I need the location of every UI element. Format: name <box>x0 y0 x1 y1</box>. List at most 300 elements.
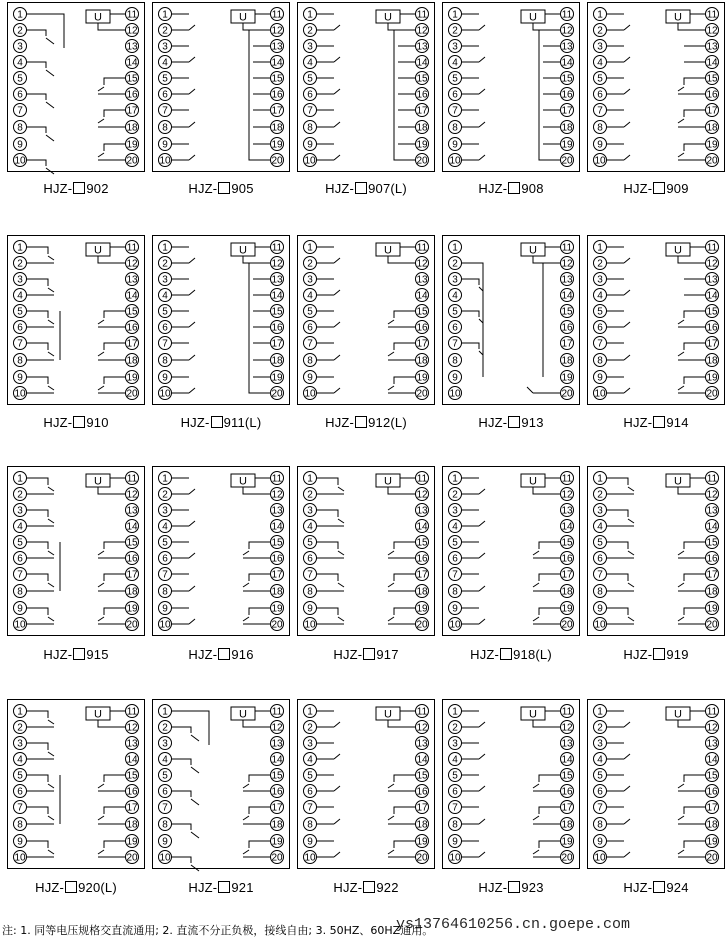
terminal-pin-right <box>416 257 429 270</box>
right-contact-wiring <box>388 311 416 393</box>
pin-number: 1 <box>597 242 603 254</box>
model-prefix: HJZ- <box>43 181 73 196</box>
terminal-diagram-svg <box>588 3 724 171</box>
model-prefix: HJZ- <box>43 647 73 662</box>
terminal-diagram-svg <box>588 700 724 868</box>
terminal-pin-left <box>14 488 27 501</box>
pin-number: 3 <box>17 41 23 53</box>
pin-number: 15 <box>561 73 573 85</box>
terminal-pin-left <box>14 851 27 864</box>
terminal-pin-right <box>416 721 429 734</box>
pin-number: 9 <box>307 603 313 615</box>
pin-number: 2 <box>17 258 23 270</box>
terminal-pin-right <box>561 337 574 350</box>
pin-number: 7 <box>162 569 168 581</box>
terminal-pin-left <box>594 56 607 69</box>
terminal-pin-right <box>271 40 284 53</box>
terminal-pin-left <box>594 818 607 831</box>
pin-number: 10 <box>14 388 26 400</box>
right-contact-wiring <box>249 30 271 160</box>
terminal-diagram-svg <box>8 700 144 868</box>
pin-number: 13 <box>126 274 138 286</box>
terminal-pin-right <box>416 785 429 798</box>
pin-number: 12 <box>271 489 283 501</box>
pin-number: 4 <box>17 290 23 302</box>
pin-number: 20 <box>126 388 138 400</box>
pin-number: 11 <box>126 9 138 21</box>
placeholder-box-icon <box>218 182 230 194</box>
pin-number: 5 <box>452 537 458 549</box>
terminal-pin-right <box>126 138 139 151</box>
terminal-pin-left <box>594 835 607 848</box>
pin-number: 18 <box>561 586 573 598</box>
terminal-pin-right <box>561 387 574 400</box>
pin-number: 8 <box>307 355 313 367</box>
pin-number: 11 <box>416 242 428 254</box>
coil-symbol <box>231 10 271 30</box>
left-contact-wiring <box>172 247 196 393</box>
terminal-pin-left <box>304 289 317 302</box>
terminal-pin-left <box>14 504 27 517</box>
terminal-pin-left <box>14 769 27 782</box>
pin-number: 20 <box>271 155 283 167</box>
model-number: 910 <box>86 415 109 430</box>
terminal-pin-left <box>159 72 172 85</box>
model-number: 909 <box>666 181 689 196</box>
pin-number: 14 <box>271 57 283 69</box>
pin-number: 11 <box>561 242 573 254</box>
pin-number: 3 <box>452 505 458 517</box>
pin-number: 4 <box>597 521 603 533</box>
pin-number: 6 <box>17 553 23 565</box>
pin-number: 14 <box>126 290 138 302</box>
model-caption <box>6 181 146 196</box>
terminal-pin-right <box>271 705 284 718</box>
pin-number: 7 <box>307 105 313 117</box>
terminal-pin-right <box>416 121 429 134</box>
pin-number: 5 <box>162 306 168 318</box>
pin-number: 6 <box>307 89 313 101</box>
pin-number: 5 <box>307 537 313 549</box>
terminal-pin-left <box>14 56 27 69</box>
terminal-pin-left <box>594 273 607 286</box>
pin-number: 18 <box>706 819 718 831</box>
pin-number: 3 <box>17 738 23 750</box>
terminal-pin-left <box>594 24 607 37</box>
model-number: 921 <box>231 880 254 895</box>
model-caption <box>586 181 726 196</box>
footnote: 注: 1. 同等电压规格交直流通用; 2. 直流不分正负极，接线自由; 3. 50HZ、60HZ通用。 <box>2 924 434 937</box>
terminal-pin-left <box>449 835 462 848</box>
relay-wiring-diagram <box>587 466 725 636</box>
terminal-diagram-svg <box>443 700 579 868</box>
placeholder-box-icon <box>355 416 367 428</box>
pin-number: 8 <box>597 122 603 134</box>
terminal-pin-left <box>304 138 317 151</box>
pin-number: 12 <box>561 489 573 501</box>
terminal-pin-left <box>304 785 317 798</box>
pin-number: 19 <box>706 603 718 615</box>
pin-number: 8 <box>17 819 23 831</box>
pin-number: 13 <box>126 505 138 517</box>
terminal-pin-left <box>594 154 607 167</box>
pin-number: 20 <box>416 619 428 631</box>
pin-number: 7 <box>17 802 23 814</box>
terminal-pin-right <box>271 8 284 21</box>
terminal-diagram-svg <box>298 700 434 868</box>
pin-number: 16 <box>561 322 573 334</box>
terminal-pin-right <box>271 769 284 782</box>
terminal-pin-left <box>14 618 27 631</box>
pin-number: 16 <box>126 89 138 101</box>
coil-label: U <box>94 708 102 721</box>
terminal-pin-right <box>561 801 574 814</box>
model-caption <box>151 647 291 662</box>
terminal-pin-right <box>126 785 139 798</box>
pin-number: 3 <box>307 274 313 286</box>
coil-symbol <box>376 10 416 30</box>
pin-number: 8 <box>17 122 23 134</box>
pin-number: 2 <box>452 258 458 270</box>
relay-wiring-diagram <box>152 699 290 869</box>
terminal-pin-right <box>271 835 284 848</box>
pin-number: 2 <box>597 722 603 734</box>
coil-label: U <box>94 11 102 24</box>
pin-number: 15 <box>561 537 573 549</box>
pin-number: 5 <box>307 306 313 318</box>
terminal-pin-right <box>561 472 574 485</box>
placeholder-box-icon <box>355 182 367 194</box>
pin-number: 16 <box>416 322 428 334</box>
pin-number: 7 <box>307 569 313 581</box>
pin-number: 20 <box>561 619 573 631</box>
terminal-pin-right <box>561 8 574 21</box>
terminal-pin-right <box>561 24 574 37</box>
terminal-pin-right <box>561 785 574 798</box>
pin-number: 3 <box>162 505 168 517</box>
coil-symbol <box>666 707 706 727</box>
pin-number: 6 <box>307 786 313 798</box>
pin-number: 5 <box>307 770 313 782</box>
model-prefix: HJZ- <box>623 415 653 430</box>
pin-number: 7 <box>162 802 168 814</box>
terminal-pin-left <box>449 753 462 766</box>
pin-number: 13 <box>706 41 718 53</box>
left-contact-wiring <box>172 478 196 624</box>
terminal-pin-left <box>14 585 27 598</box>
terminal-pin-left <box>304 241 317 254</box>
model-prefix: HJZ- <box>623 647 653 662</box>
pin-number: 10 <box>304 619 316 631</box>
terminal-pin-left <box>449 354 462 367</box>
right-contact-wiring <box>98 775 126 857</box>
relay-wiring-diagram <box>7 699 145 869</box>
terminal-pin-right <box>126 504 139 517</box>
pin-number: 8 <box>452 819 458 831</box>
terminal-pin-right <box>271 289 284 302</box>
pin-number: 4 <box>162 754 168 766</box>
terminal-pin-left <box>159 8 172 21</box>
pin-number: 1 <box>452 9 458 21</box>
coil-symbol <box>376 243 416 263</box>
pin-number: 7 <box>17 105 23 117</box>
terminal-pin-left <box>304 40 317 53</box>
terminal-pin-right <box>416 56 429 69</box>
terminal-pin-right <box>561 321 574 334</box>
pin-number: 17 <box>271 338 283 350</box>
terminal-pin-left <box>159 387 172 400</box>
pin-number: 12 <box>706 489 718 501</box>
pin-number: 8 <box>307 122 313 134</box>
model-prefix: HJZ- <box>478 415 508 430</box>
pin-number: 7 <box>17 569 23 581</box>
terminal-pin-right <box>126 121 139 134</box>
left-contact-wiring <box>462 263 484 377</box>
pin-number: 17 <box>126 105 138 117</box>
terminal-pin-left <box>14 536 27 549</box>
pin-number: 17 <box>271 802 283 814</box>
pin-number: 18 <box>271 586 283 598</box>
terminal-pin-right <box>706 818 719 831</box>
pin-number: 13 <box>271 505 283 517</box>
terminal-pin-left <box>304 104 317 117</box>
terminal-pin-left <box>159 305 172 318</box>
coil-symbol <box>521 243 561 263</box>
terminal-pin-left <box>14 104 27 117</box>
terminal-pin-right <box>416 818 429 831</box>
terminal-pin-right <box>416 552 429 565</box>
right-contact-wiring <box>98 78 126 160</box>
pin-number: 4 <box>597 57 603 69</box>
pin-number: 19 <box>706 372 718 384</box>
right-contact-wiring <box>98 311 126 393</box>
terminal-pin-left <box>14 835 27 848</box>
left-contact-wiring <box>317 478 345 624</box>
terminal-pin-left <box>304 154 317 167</box>
pin-number: 20 <box>706 619 718 631</box>
model-prefix: HJZ- <box>188 647 218 662</box>
terminal-pin-right <box>706 40 719 53</box>
pin-number: 19 <box>416 372 428 384</box>
terminal-pin-left <box>449 337 462 350</box>
pin-number: 16 <box>271 553 283 565</box>
pin-number: 15 <box>126 73 138 85</box>
terminal-pin-right <box>126 753 139 766</box>
pin-number: 20 <box>271 388 283 400</box>
model-number: 922 <box>376 880 399 895</box>
terminal-pin-right <box>126 289 139 302</box>
pin-number: 16 <box>126 553 138 565</box>
pin-number: 17 <box>126 338 138 350</box>
pin-number: 13 <box>561 738 573 750</box>
pin-number: 19 <box>271 603 283 615</box>
model-caption <box>586 647 726 662</box>
right-contact-wiring <box>678 542 706 624</box>
pin-number: 7 <box>452 802 458 814</box>
pin-number: 9 <box>452 603 458 615</box>
right-contact-wiring <box>249 263 271 393</box>
pin-number: 11 <box>706 9 718 21</box>
model-number: 914 <box>666 415 689 430</box>
terminal-pin-left <box>304 488 317 501</box>
terminal-pin-left <box>159 273 172 286</box>
pin-number: 4 <box>17 521 23 533</box>
pin-number: 3 <box>452 274 458 286</box>
terminal-pin-right <box>126 154 139 167</box>
terminal-diagram-svg <box>298 236 434 404</box>
pin-number: 13 <box>271 738 283 750</box>
pin-number: 17 <box>561 802 573 814</box>
pin-number: 20 <box>416 388 428 400</box>
left-contact-wiring <box>27 14 65 174</box>
terminal-pin-left <box>14 241 27 254</box>
terminal-pin-left <box>14 305 27 318</box>
terminal-pin-left <box>159 520 172 533</box>
pin-number: 5 <box>17 306 23 318</box>
pin-number: 18 <box>416 355 428 367</box>
pin-number: 14 <box>271 521 283 533</box>
terminal-pin-right <box>271 24 284 37</box>
model-number: 919 <box>666 647 689 662</box>
pin-number: 15 <box>271 73 283 85</box>
terminal-pin-left <box>304 257 317 270</box>
terminal-pin-left <box>14 289 27 302</box>
terminal-pin-right <box>271 387 284 400</box>
pin-number: 12 <box>561 722 573 734</box>
terminal-pin-left <box>14 257 27 270</box>
right-contact-wiring <box>243 542 271 624</box>
pin-number: 18 <box>416 819 428 831</box>
terminal-pin-left <box>449 88 462 101</box>
pin-number: 5 <box>162 73 168 85</box>
terminal-pin-left <box>159 371 172 384</box>
pin-number: 11 <box>416 473 428 485</box>
pin-number: 11 <box>706 473 718 485</box>
terminal-pin-right <box>416 154 429 167</box>
terminal-pin-right <box>126 24 139 37</box>
pin-number: 18 <box>271 122 283 134</box>
pin-number: 13 <box>561 41 573 53</box>
terminal-pin-left <box>594 785 607 798</box>
terminal-pin-left <box>304 371 317 384</box>
pin-number: 1 <box>452 473 458 485</box>
pin-number: 4 <box>307 754 313 766</box>
pin-number: 5 <box>452 770 458 782</box>
terminal-pin-right <box>706 472 719 485</box>
coil-label: U <box>529 708 537 721</box>
terminal-pin-right <box>561 305 574 318</box>
terminal-pin-right <box>416 104 429 117</box>
terminal-pin-left <box>594 585 607 598</box>
terminal-pin-right <box>561 40 574 53</box>
left-contact-wiring <box>462 478 486 624</box>
terminal-pin-left <box>159 337 172 350</box>
terminal-pin-right <box>416 769 429 782</box>
pin-number: 5 <box>452 73 458 85</box>
terminal-pin-left <box>449 72 462 85</box>
pin-number: 11 <box>561 473 573 485</box>
pin-number: 7 <box>452 569 458 581</box>
terminal-pin-left <box>449 618 462 631</box>
pin-number: 12 <box>706 258 718 270</box>
pin-number: 13 <box>416 41 428 53</box>
pin-number: 5 <box>307 73 313 85</box>
terminal-pin-right <box>271 818 284 831</box>
terminal-pin-left <box>14 472 27 485</box>
terminal-pin-right <box>706 737 719 750</box>
terminal-pin-left <box>159 88 172 101</box>
pin-number: 12 <box>126 25 138 37</box>
pin-number: 17 <box>416 569 428 581</box>
terminal-pin-right <box>271 504 284 517</box>
terminal-pin-right <box>126 602 139 615</box>
terminal-pin-left <box>449 520 462 533</box>
pin-number: 14 <box>416 754 428 766</box>
terminal-pin-right <box>271 585 284 598</box>
pin-number: 9 <box>17 139 23 151</box>
pin-number: 1 <box>17 9 23 21</box>
terminal-pin-right <box>126 241 139 254</box>
pin-number: 1 <box>17 706 23 718</box>
pin-number: 14 <box>271 754 283 766</box>
pin-number: 2 <box>162 722 168 734</box>
pin-number: 8 <box>162 819 168 831</box>
terminal-pin-right <box>561 721 574 734</box>
terminal-pin-left <box>449 568 462 581</box>
terminal-pin-right <box>416 321 429 334</box>
terminal-pin-right <box>126 40 139 53</box>
model-prefix: HJZ- <box>623 880 653 895</box>
coil-symbol <box>666 474 706 494</box>
pin-number: 1 <box>307 473 313 485</box>
terminal-pin-right <box>271 321 284 334</box>
terminal-pin-left <box>449 8 462 21</box>
terminal-pin-left <box>14 321 27 334</box>
terminal-pin-left <box>159 721 172 734</box>
terminal-pin-left <box>449 769 462 782</box>
terminal-pin-right <box>561 138 574 151</box>
coil-label: U <box>239 708 247 721</box>
terminal-pin-right <box>561 536 574 549</box>
pin-number: 8 <box>17 586 23 598</box>
pin-number: 14 <box>416 57 428 69</box>
pin-number: 1 <box>162 706 168 718</box>
terminal-pin-right <box>706 257 719 270</box>
terminal-pin-right <box>706 88 719 101</box>
terminal-diagram-svg <box>298 3 434 171</box>
terminal-pin-right <box>706 785 719 798</box>
right-contact-wiring <box>533 775 561 857</box>
pin-number: 8 <box>452 586 458 598</box>
terminal-pin-left <box>594 371 607 384</box>
terminal-pin-right <box>416 273 429 286</box>
pin-number: 4 <box>452 754 458 766</box>
placeholder-box-icon <box>653 416 665 428</box>
terminal-pin-right <box>271 257 284 270</box>
left-contact-wiring <box>172 14 196 160</box>
pin-number: 14 <box>706 754 718 766</box>
relay-wiring-diagram <box>587 699 725 869</box>
terminal-pin-left <box>594 8 607 21</box>
pin-number: 5 <box>17 73 23 85</box>
terminal-pin-left <box>449 241 462 254</box>
terminal-pin-left <box>159 753 172 766</box>
terminal-pin-left <box>594 552 607 565</box>
terminal-pin-left <box>159 769 172 782</box>
terminal-pin-right <box>126 769 139 782</box>
pin-number: 8 <box>307 586 313 598</box>
right-contact-wiring <box>388 542 416 624</box>
